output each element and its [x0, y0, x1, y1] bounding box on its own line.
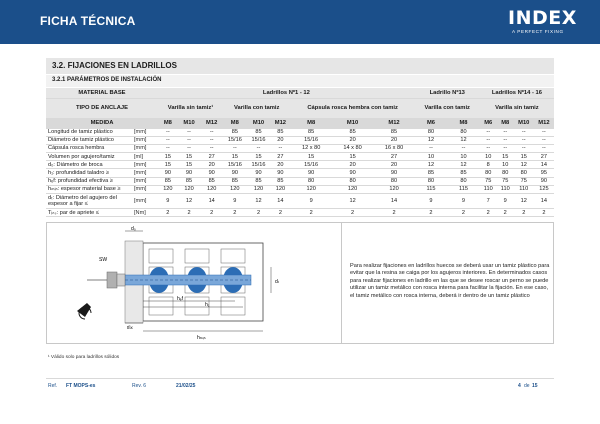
table-cell: 15 — [332, 153, 373, 161]
table-row — [46, 185, 554, 193]
anchor-type: Varilla con tamiz — [415, 98, 480, 118]
table-cell: 120 — [200, 185, 223, 193]
group-header: Ladrillo Nº13 — [415, 88, 480, 98]
table-cell: 85 — [200, 177, 223, 185]
table-cell: -- — [534, 128, 554, 136]
table-cell: 15/16 — [223, 161, 247, 169]
table-cell: -- — [178, 144, 201, 152]
table-cell: -- — [200, 128, 223, 136]
table-cell: -- — [534, 144, 554, 152]
description-panel — [342, 222, 554, 344]
brick-cell — [185, 249, 209, 263]
table-cell: 75 — [480, 177, 497, 185]
table-cell: 14 — [534, 194, 554, 209]
table-cell: 90 — [534, 177, 554, 185]
table-cell: 90 — [332, 169, 373, 177]
ref-label: Ref. — [48, 383, 58, 389]
table-cell: 10 — [497, 161, 514, 169]
measure-label: MEDIDA — [46, 118, 158, 128]
table-cell: 20 — [332, 136, 373, 144]
table-cell: 85 — [223, 128, 247, 136]
table-cell: 15/16 — [247, 161, 271, 169]
table-cell: -- — [480, 128, 497, 136]
table-cell: 2 — [497, 209, 514, 217]
table-cell: 9 — [415, 194, 447, 209]
revision: Rev. 6 — [132, 383, 147, 389]
table-cell: 20 — [200, 161, 223, 169]
table-cell: 120 — [158, 185, 178, 193]
table-cell: 12 — [447, 161, 480, 169]
label-h1: h₁ — [205, 302, 210, 308]
page-total: 15 — [532, 383, 538, 389]
installation-diagram — [46, 222, 342, 344]
section-title: 3.2. FIJACIONES EN LADRILLOS — [52, 61, 177, 70]
size-header: M8 — [290, 118, 331, 128]
table-cell: 15 — [158, 161, 178, 169]
table-row — [46, 153, 554, 161]
table-cell: 110 — [480, 185, 497, 193]
table-cell: 14 — [534, 161, 554, 169]
table-cell: 20 — [332, 161, 373, 169]
table-cell: -- — [247, 144, 271, 152]
table-cell: 15 — [223, 153, 247, 161]
table-cell: 14 — [200, 194, 223, 209]
table-cell: 80 — [415, 177, 447, 185]
table-cell: 12 — [178, 194, 201, 209]
anchor-label: TIPO DE ANCLAJE — [46, 98, 158, 118]
size-header: M6 — [480, 118, 497, 128]
table-cell: 12 — [332, 194, 373, 209]
table-cell: 85 — [178, 177, 201, 185]
label-df: dₜ — [275, 279, 280, 285]
table-cell: -- — [480, 144, 497, 152]
logo-tagline: A PERFECT FIXING — [512, 29, 564, 34]
table-cell: 80 — [447, 177, 480, 185]
table-cell: 20 — [270, 136, 290, 144]
table-cell: 110 — [497, 185, 514, 193]
table-cell: 80 — [290, 177, 331, 185]
table-cell: 12 x 80 — [290, 144, 331, 152]
table-cell: 80 — [447, 128, 480, 136]
table-cell: -- — [514, 128, 534, 136]
table-cell: 80 — [480, 169, 497, 177]
parameter-name: h₁: profundidad taladro ≥ — [46, 169, 132, 177]
table-row — [46, 161, 554, 169]
subsection-title: 3.2.1 PARÁMETROS DE INSTALACIÓN — [52, 77, 162, 83]
table-cell: 7 — [480, 194, 497, 209]
table-cell: -- — [270, 144, 290, 152]
table-cell: 85 — [247, 128, 271, 136]
parameter-name: Longitud de tamiz plástico — [46, 128, 132, 136]
table-cell: 15 — [247, 153, 271, 161]
size-header: M12 — [270, 118, 290, 128]
table-cell: 15 — [178, 153, 201, 161]
table-cell: 90 — [178, 169, 201, 177]
label-hef: hₑf — [177, 296, 184, 302]
table-cell: 14 — [270, 194, 290, 209]
brick-cell — [221, 297, 245, 315]
table-cell: 9 — [447, 194, 480, 209]
parameter-unit: [mm] — [132, 144, 158, 152]
table-cell: 15/16 — [223, 136, 247, 144]
table-cell: 80 — [497, 169, 514, 177]
table-cell: 2 — [178, 209, 201, 217]
table-cell: 12 — [514, 161, 534, 169]
parameter-unit: [mm] — [132, 169, 158, 177]
table-cell: 75 — [497, 177, 514, 185]
table-cell: -- — [178, 136, 201, 144]
page-title: FICHA TÉCNICA — [40, 14, 136, 28]
table-cell: 80 — [415, 128, 447, 136]
table-cell: 80 — [373, 177, 414, 185]
table-cell: -- — [158, 136, 178, 144]
anchor-washer — [117, 274, 125, 286]
table-cell: -- — [497, 136, 514, 144]
date: 21/02/25 — [176, 383, 196, 389]
table-cell: 90 — [247, 169, 271, 177]
table-row — [46, 177, 554, 185]
table-cell: 9 — [158, 194, 178, 209]
parameter-name: hₘᵢₙ: espesor material base ≥ — [46, 185, 132, 193]
table-cell: 120 — [373, 185, 414, 193]
table-cell: 15 — [178, 161, 201, 169]
size-header: M12 — [534, 118, 554, 128]
table-cell: 12 — [415, 161, 447, 169]
table-cell: 8 — [480, 161, 497, 169]
table-cell: 95 — [534, 169, 554, 177]
table-cell: -- — [200, 136, 223, 144]
table-cell: 90 — [373, 169, 414, 177]
table-cell: 80 — [514, 169, 534, 177]
table-cell: 15/16 — [290, 161, 331, 169]
parameter-name: Tᵢₙₛ: par de apriete ≤ — [46, 209, 132, 217]
parameter-name: hₑf: profundidad efectiva ≥ — [46, 177, 132, 185]
table-row — [46, 144, 554, 152]
installation-parameters-table — [46, 88, 554, 217]
brick-cell — [149, 249, 173, 263]
table-cell: 15 — [497, 153, 514, 161]
table-cell: 14 — [373, 194, 414, 209]
table-cell: 120 — [290, 185, 331, 193]
size-header: M10 — [332, 118, 373, 128]
parameter-unit: [mm] — [132, 185, 158, 193]
parameter-name: Cápsula rosca hembra — [46, 144, 132, 152]
table-cell: 2 — [158, 209, 178, 217]
page-of: de — [524, 383, 530, 389]
table-cell: 90 — [270, 169, 290, 177]
anchor-type: Varilla con tamiz — [223, 98, 290, 118]
table-cell: 120 — [332, 185, 373, 193]
section-title-bar — [46, 58, 554, 74]
anchor-type: Varilla sin tamiz — [480, 98, 554, 118]
table-cell: 90 — [223, 169, 247, 177]
table-cell: 115 — [415, 185, 447, 193]
table-cell: 90 — [158, 169, 178, 177]
table-cell: 15 — [158, 153, 178, 161]
table-cell: 85 — [332, 128, 373, 136]
label-d0: d₀ — [131, 226, 136, 232]
table-cell: 90 — [200, 169, 223, 177]
table-cell: 2 — [415, 209, 447, 217]
table-cell: 2 — [223, 209, 247, 217]
table-cell: 2 — [270, 209, 290, 217]
table-cell: -- — [200, 144, 223, 152]
table-header-material — [46, 88, 554, 98]
table-cell: 85 — [247, 177, 271, 185]
index-logo — [508, 9, 582, 39]
table-cell: 15/16 — [247, 136, 271, 144]
table-cell: 20 — [270, 161, 290, 169]
group-header: Ladrillos Nº1 - 12 — [158, 88, 415, 98]
table-cell: 10 — [415, 153, 447, 161]
table-cell: 120 — [270, 185, 290, 193]
table-cell: 2 — [290, 209, 331, 217]
table-cell: 10 — [480, 153, 497, 161]
page-footer — [46, 378, 554, 388]
table-header-sizes — [46, 118, 554, 128]
label-hmin: hₘᵢₙ — [197, 335, 206, 341]
table-cell: 85 — [373, 128, 414, 136]
table-cell: 85 — [223, 177, 247, 185]
table-row — [46, 194, 554, 209]
table-cell: 85 — [415, 169, 447, 177]
table-cell: -- — [415, 144, 447, 152]
anchor-type: Varilla sin tamiz¹ — [158, 98, 223, 118]
table-cell: 27 — [270, 153, 290, 161]
table-cell: -- — [514, 136, 534, 144]
table-cell: -- — [480, 136, 497, 144]
table-cell: 2 — [447, 209, 480, 217]
parameter-name: d₀: Diámetro de broca — [46, 161, 132, 169]
table-row — [46, 136, 554, 144]
table-cell: 9 — [497, 194, 514, 209]
label-tfix: tfix — [127, 325, 133, 330]
description-text: Para realizar fijaciones en ladrillos huecos se deberá usar un tamiz plástico para evitar que la resina se caiga por los agujeros interiores. En determinados casos para realizar fijaciones en ladrillo en las que se desee roscar un perno se puede utilizar un tamiz metálico con rosca interna para facilitar la fijación. En ese caso, el tamiz metálico con rosca interna, deberá ir dentro de un tamiz plástico — [350, 263, 550, 299]
table-cell: 2 — [480, 209, 497, 217]
parameter-unit: [mm] — [132, 128, 158, 136]
table-row — [46, 169, 554, 177]
table-cell: 12 — [415, 136, 447, 144]
footnote: ¹ Válido solo para ladrillos sólidos — [48, 355, 120, 360]
table-cell: -- — [158, 128, 178, 136]
table-cell: 125 — [534, 185, 554, 193]
table-row — [46, 128, 554, 136]
table-cell: 85 — [290, 128, 331, 136]
logo-text: INDEX — [508, 7, 577, 29]
size-header: M10 — [247, 118, 271, 128]
table-cell: 120 — [223, 185, 247, 193]
table-cell: 85 — [158, 177, 178, 185]
table-cell: 12 — [447, 136, 480, 144]
table-body — [46, 128, 554, 217]
table-cell: 90 — [290, 169, 331, 177]
size-header: M8 — [447, 118, 480, 128]
table-cell: 2 — [200, 209, 223, 217]
table-cell: 9 — [290, 194, 331, 209]
table-cell: 75 — [514, 177, 534, 185]
table-cell: -- — [514, 144, 534, 152]
table-cell: -- — [223, 144, 247, 152]
table-cell: -- — [497, 128, 514, 136]
table-cell: 2 — [332, 209, 373, 217]
size-header: M10 — [514, 118, 534, 128]
table-cell: -- — [534, 136, 554, 144]
table-cell: 27 — [200, 153, 223, 161]
parameter-name: Diámetro de tamiz plástico — [46, 136, 132, 144]
material-label: MATERIAL BASE — [46, 88, 158, 98]
table-cell: 14 x 80 — [332, 144, 373, 152]
page-current: 4 — [518, 383, 521, 389]
table-cell: 85 — [447, 169, 480, 177]
parameter-unit: [mm] — [132, 136, 158, 144]
table-cell: 15 — [514, 153, 534, 161]
table-cell: 27 — [534, 153, 554, 161]
table-cell: 15 — [290, 153, 331, 161]
table-cell: 2 — [514, 209, 534, 217]
table-cell: 120 — [178, 185, 201, 193]
table-cell: 120 — [247, 185, 271, 193]
subsection-title-bar — [46, 75, 554, 87]
table-cell: -- — [158, 144, 178, 152]
table-cell: 9 — [223, 194, 247, 209]
table-cell: 115 — [447, 185, 480, 193]
table-cell: 16 x 80 — [373, 144, 414, 152]
parameter-unit: [ml] — [132, 153, 158, 161]
table-row — [46, 209, 554, 217]
diagram-figure — [47, 223, 343, 345]
table-cell: 2 — [247, 209, 271, 217]
label-sw: SW — [99, 257, 108, 263]
table-cell: 15/16 — [290, 136, 331, 144]
anchor-type: Cápsula rosca hembra con tamiz — [290, 98, 414, 118]
size-header: M8 — [158, 118, 178, 128]
parameter-name: dₜ: Diámetro del agujero del espesor a fijar ≤ — [46, 194, 132, 209]
ref-value: FT MOPS-es — [66, 383, 96, 389]
size-header: M12 — [373, 118, 414, 128]
group-header: Ladrillos Nº14 - 16 — [480, 88, 554, 98]
size-header: M10 — [178, 118, 201, 128]
size-header: M8 — [223, 118, 247, 128]
table-cell: 2 — [373, 209, 414, 217]
table-cell: 12 — [247, 194, 271, 209]
parameter-unit: [Nm] — [132, 209, 158, 217]
table-header-anchor — [46, 98, 554, 118]
page-header — [0, 0, 600, 44]
anchor-nut — [107, 272, 117, 288]
table-cell: 80 — [332, 177, 373, 185]
table-cell: -- — [497, 144, 514, 152]
parameter-name: Volumen por agujero/tamiz — [46, 153, 132, 161]
table-cell: 110 — [514, 185, 534, 193]
brick-cell — [149, 297, 173, 315]
table-cell: -- — [178, 128, 201, 136]
table-cell: 27 — [373, 153, 414, 161]
table-cell: 20 — [373, 136, 414, 144]
parameter-unit: [mm] — [132, 161, 158, 169]
table-cell: 85 — [270, 128, 290, 136]
table-cell: -- — [447, 144, 480, 152]
table-cell: 2 — [534, 209, 554, 217]
table-cell: 10 — [447, 153, 480, 161]
parameter-unit: [mm] — [132, 194, 158, 209]
table-cell: 85 — [270, 177, 290, 185]
brick-cell — [221, 249, 245, 263]
parameter-unit: [mm] — [132, 177, 158, 185]
table-cell: 20 — [373, 161, 414, 169]
size-header: M12 — [200, 118, 223, 128]
size-header: M8 — [497, 118, 514, 128]
size-header: M6 — [415, 118, 447, 128]
table-cell: 12 — [514, 194, 534, 209]
